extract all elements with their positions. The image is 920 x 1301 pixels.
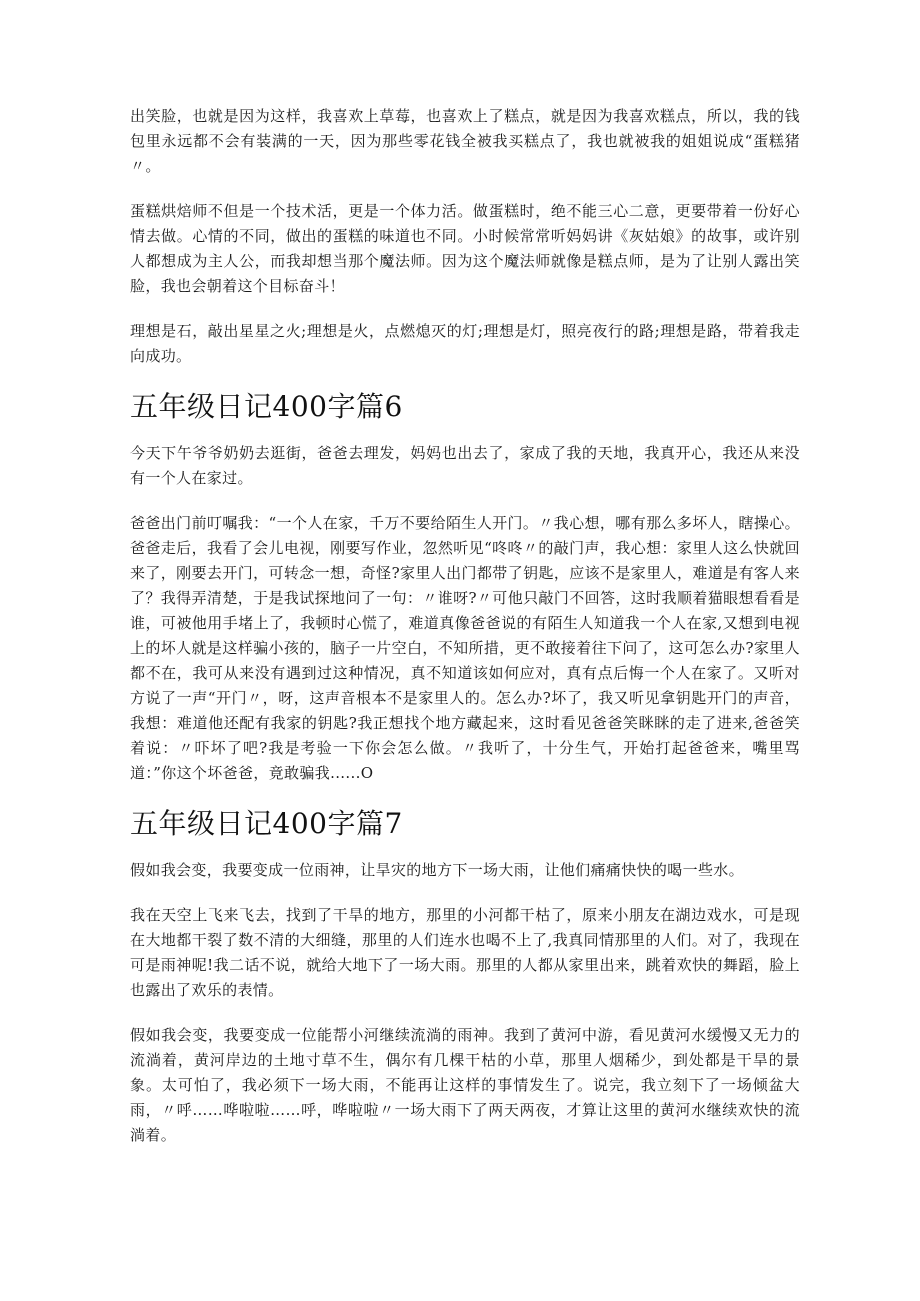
paragraph-ideal: 理想是石，敲出星星之火;理想是火，点燃熄灭的灯;理想是灯，照亮夜行的路;理想是路，带着我走向成功。	[130, 322, 800, 365]
section-7-title: 五年级日记400字篇7	[130, 807, 403, 840]
document-page	[130, 104, 800, 1168]
paragraph-drought: 我在天空上飞来飞去，找到了干旱的地方，那里的小河都干枯了，原来小朋友在湖边戏水，可是现在大地都干裂了数不清的大细缝，那里的人们连水也喝不上了,我真同情那里的人们。对了，我现在可是雨神呢!我二话不说，就给大地下了一场大雨。那里的人都从家里出来，跳着欢快的舞蹈，脸上也露出了欢乐的表情。	[130, 906, 800, 999]
paragraph-cake-smile: 出笑脸，也就是因为这样，我喜欢上草莓，也喜欢上了糕点，就是因为我喜欢糕点，所以，我的钱包里永远都不会有装满的一天，因为那些零花钱全被我买糕点了，我也就被我的姐姐说成“蛋糕猪〃。	[130, 107, 800, 175]
section-6-title: 五年级日记400字篇6	[130, 390, 403, 423]
paragraph-home-alone: 今天下午爷爷奶奶去逛街，爸爸去理发，妈妈也出去了，家成了我的天地，我真开心，我还从来没有一个人在家过。	[130, 444, 800, 487]
paragraph-rain-god: 假如我会变，我要变成一位雨神，让旱灾的地方下一场大雨，让他们痛痛快快的喝一些水。	[130, 861, 745, 879]
paragraph-yellow-river: 假如我会变，我要变成一位能帮小河继续流淌的雨神。我到了黄河中游，看见黄河水缓慢又无力的流淌着，黄河岸边的土地寸草不生，偶尔有几棵干枯的小草，那里人烟稀少，到处都是干旱的景象。太可怕了，我必须下一场大雨，不能再让这样的事情发生了。说完，我立刻下了一场倾盆大雨，〃呼……哗啦啦……呼，哗啦啦〃一场大雨下了两天两夜，才算让这里的黄河水继续欢快的流淌着。	[130, 1026, 800, 1144]
paragraph-baker: 蛋糕烘焙师不但是一个技术活，更是一个体力活。做蛋糕时，绝不能三心二意，更要带着一份好心情去做。心情的不同，做出的蛋糕的味道也不同。小时候常常听妈妈讲《灰姑娘》的故事，或许别人都想成为主人公，而我却想当那个魔法师。因为这个魔法师就像是糕点师，是为了让别人露出笑脸，我也会朝着这个目标奋斗！	[130, 202, 800, 295]
paragraph-door-knock: 爸爸出门前叮嘱我：“一个人在家，千万不要给陌生人开门。〃我心想，哪有那么多坏人，瞎操心。爸爸走后，我看了会儿电视，刚要写作业，忽然听见“咚咚〃的敲门声，我心想：家里人这么快就回来了，刚要去开门，可转念一想，奇怪?家里人出门都带了钥匙，应该不是家里人，难道是有客人来了？我得弄清楚，于是我试探地问了一句：〃谁呀?〃可他只敲门不回答，这时我顺着猫眼想看看是谁，可被他用手堵上了，我顿时心慌了，难道真像爸爸说的有陌生人知道我一个人在家,又想到电视上的坏人就是这样骗小孩的，脑子一片空白，不知所措，更不敢接着往下问了，这可怎么办?家里人都不在，我可从来没有遇到过这种情况，真不知道该如何应对，真有点后悔一个人在家了。又听对方说了一声“开门〃，呀，这声音根本不是家里人的。怎么办?坏了，我又听见拿钥匙开门的声音，我想：难道他还配有我家的钥匙?我正想找个地方藏起来，这时看见爸爸笑眯眯的走了进来,爸爸笑着说：〃吓坏了吧?我是考验一下你会怎么做。〃我听了，十分生气，开始打起爸爸来，嘴里骂道：”你这个坏爸爸，竟敢骗我......O	[130, 514, 800, 782]
